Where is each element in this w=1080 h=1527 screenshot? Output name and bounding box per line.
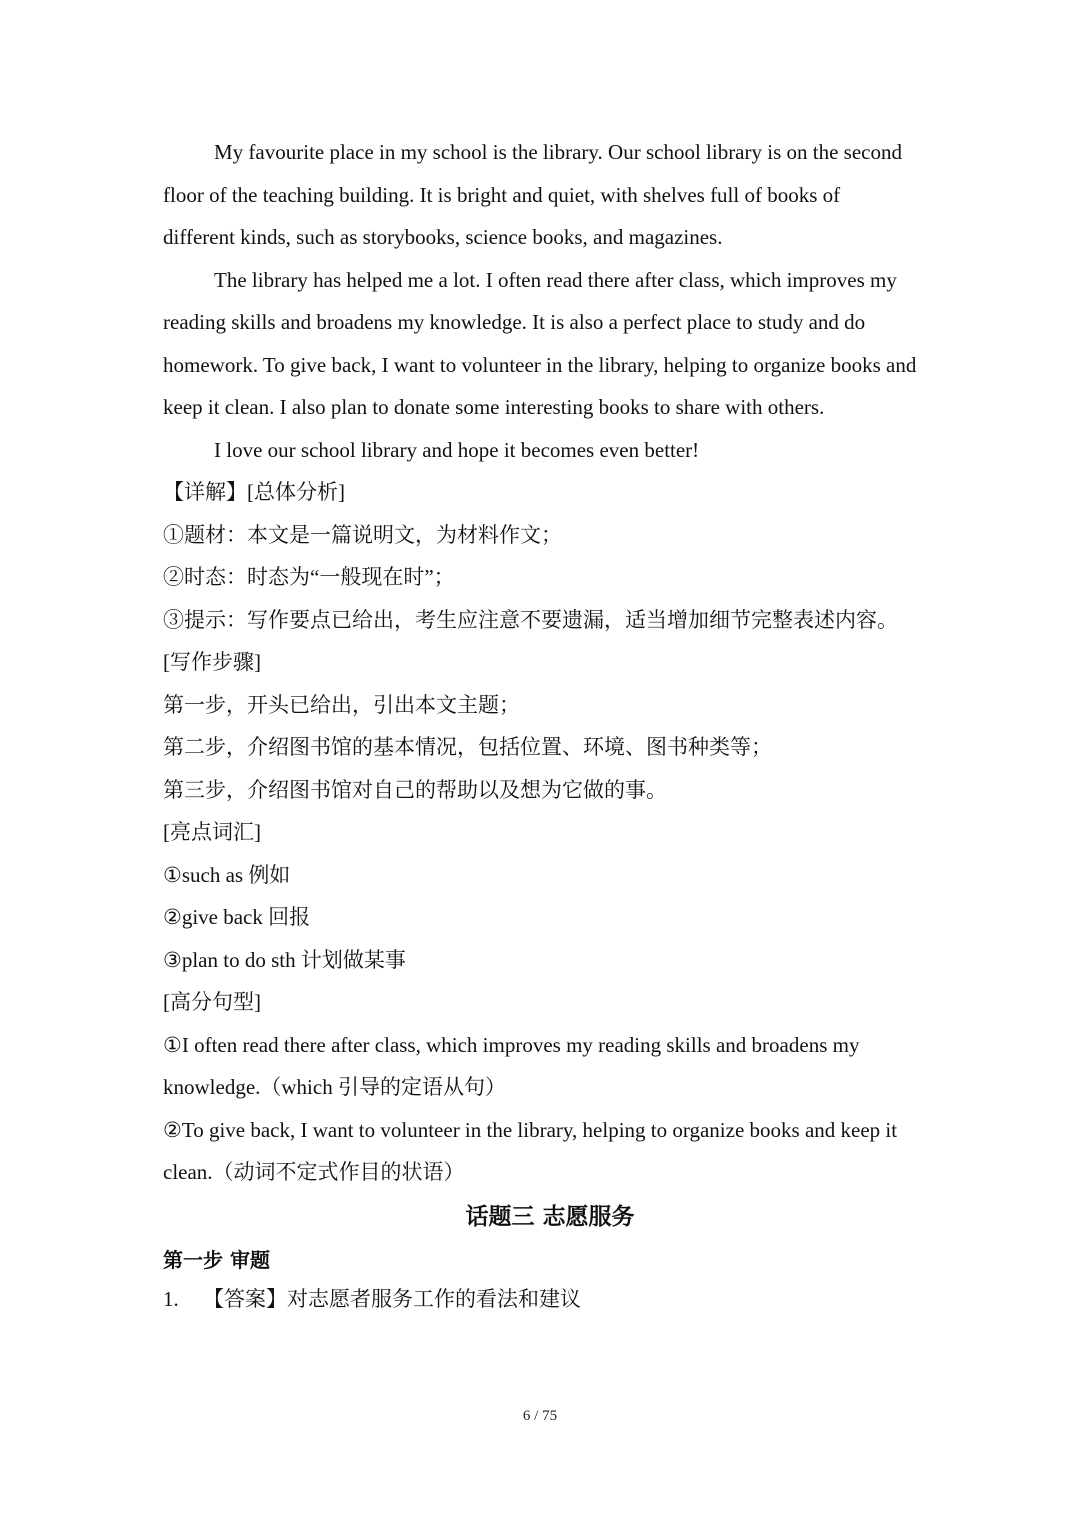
sentence-pattern-item: ①I often read there after class, which improves my reading skills and broadens my knowledge.（which 引导的定语从句） (163, 1032, 860, 1099)
writing-step-item: 第一步，开头已给出，引出本文主题； (163, 692, 520, 717)
page-number: 6 / 75 (522, 1408, 558, 1424)
writing-steps-heading: [写作步骤] (163, 650, 261, 674)
writing-step-item: 第三步，介绍图书馆对自己的帮助以及想为它做的事。 (163, 777, 667, 802)
vocabulary-item: ①such as 例如 (163, 862, 291, 887)
essay-paragraph-1: My favourite place in my school is the library. Our school library is on the second floor of the teaching building. It is bright and quiet, with shelves full of books of different kinds, such as storybooks, science books, and magazines. (163, 140, 902, 249)
analysis-item: ②时态：时态为“一般现在时”； (163, 565, 455, 589)
step-title: 第一步 审题 (163, 1247, 270, 1272)
topic-title: 话题三 志愿服务 (465, 1203, 635, 1230)
essay-paragraph-3: I love our school library and hope it becomes even better! (214, 437, 700, 462)
analysis-item: ①题材：本文是一篇说明文，为材料作文； (163, 522, 562, 547)
answer-line (163, 1280, 917, 1318)
essay-paragraph-2: The library has helped me a lot. I often read there after class, which improves my reading skills and broadens my knowledge. It is also a perfect place to study and do homework. To give back, I want to volunteer in the library, helping to organize books and keep it clean. I also plan to donate some interesting books to share with others. (163, 267, 917, 419)
answer-number: 1. (163, 1286, 179, 1311)
page-content (163, 131, 917, 1318)
writing-step-item: 第二步，介绍图书馆的基本情况，包括位置、环境、图书种类等； (163, 735, 772, 759)
vocabulary-item: ③plan to do sth 计划做某事 (163, 947, 406, 972)
sentence-pattern-item: ②To give back, I want to volunteer in the library, helping to organize books and keep it clean.（动词不定式作目的状语） (163, 1117, 898, 1184)
answer-text: 【答案】对志愿者服务工作的看法和建议 (203, 1286, 581, 1311)
vocabulary-heading: [亮点词汇] (163, 820, 261, 844)
analysis-item: ③提示：写作要点已给出，考生应注意不要遗漏，适当增加细节完整表述内容。 (163, 607, 898, 632)
sentence-patterns-heading: [高分句型] (163, 990, 261, 1014)
vocabulary-item: ②give back 回报 (163, 905, 311, 929)
analysis-heading: 【详解】[总体分析] (163, 480, 345, 504)
